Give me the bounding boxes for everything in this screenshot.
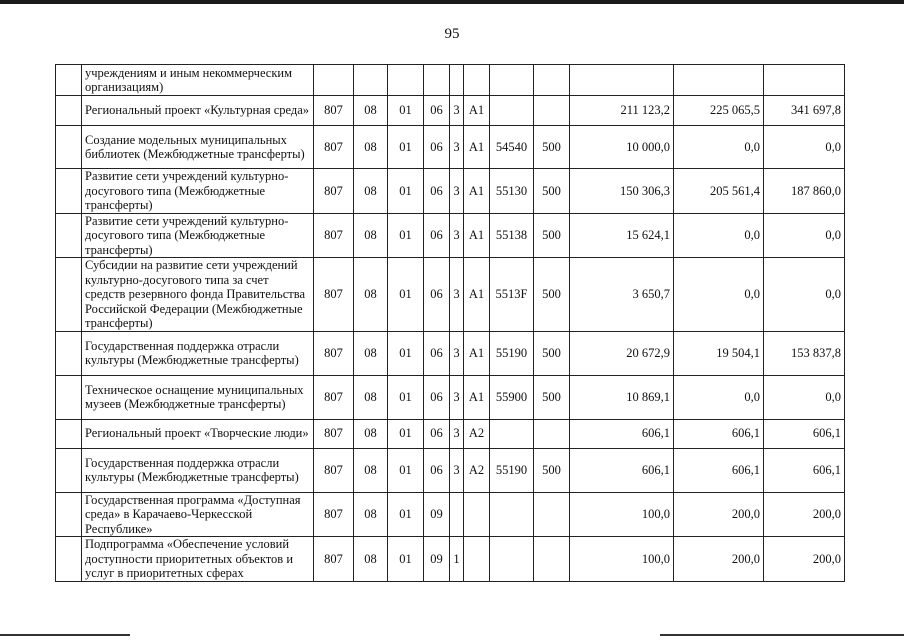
- table-row: [56, 96, 845, 126]
- amount-year3-cell: 187 860,0: [764, 169, 845, 214]
- code-direction-cell: 55190: [490, 448, 534, 492]
- row-index-cell: [56, 213, 82, 258]
- code-expense-type-cell: [534, 96, 570, 126]
- code-direction-cell: [490, 65, 534, 96]
- row-name-cell: Развитие сети учреждений культурно-досугового типа (Межбюджетные трансферты): [82, 169, 314, 214]
- code-ministry-cell: 807: [314, 96, 354, 126]
- code-subprogram-cell: 3: [450, 375, 464, 419]
- amount-year3-cell: 606,1: [764, 448, 845, 492]
- code-subsection-cell: 01: [388, 96, 424, 126]
- code-program-cell: 06: [424, 213, 450, 258]
- code-project-cell: A1: [464, 169, 490, 214]
- code-subprogram-cell: 3: [450, 169, 464, 214]
- code-project-cell: A2: [464, 448, 490, 492]
- code-ministry-cell: 807: [314, 448, 354, 492]
- code-project-cell: [464, 492, 490, 537]
- code-expense-type-cell: [534, 492, 570, 537]
- code-program-cell: [424, 65, 450, 96]
- code-subsection-cell: 01: [388, 448, 424, 492]
- code-expense-type-cell: 500: [534, 375, 570, 419]
- row-index-cell: [56, 258, 82, 332]
- code-section-cell: 08: [354, 331, 388, 375]
- row-name-cell: Государственная поддержка отрасли культуры (Межбюджетные трансферты): [82, 331, 314, 375]
- code-subprogram-cell: 3: [450, 126, 464, 169]
- code-subsection-cell: 01: [388, 126, 424, 169]
- code-section-cell: 08: [354, 375, 388, 419]
- code-section-cell: 08: [354, 492, 388, 537]
- row-name-cell: Субсидии на развитие сети учреждений культурно-досугового типа за счет средств резервного фонда Правительства Российской Федерации (Межбюджетные трансферты): [82, 258, 314, 332]
- row-index-cell: [56, 96, 82, 126]
- code-expense-type-cell: 500: [534, 169, 570, 214]
- code-expense-type-cell: 500: [534, 448, 570, 492]
- code-subprogram-cell: 3: [450, 419, 464, 448]
- row-name-cell: Региональный проект «Культурная среда»: [82, 96, 314, 126]
- amount-year3-cell: 606,1: [764, 419, 845, 448]
- row-index-cell: [56, 419, 82, 448]
- code-subprogram-cell: 3: [450, 331, 464, 375]
- code-program-cell: 06: [424, 126, 450, 169]
- table-row: [56, 258, 845, 332]
- amount-year1-cell: 10 000,0: [570, 126, 674, 169]
- row-index-cell: [56, 448, 82, 492]
- table-body: [56, 65, 845, 582]
- code-project-cell: [464, 537, 490, 582]
- amount-year3-cell: 200,0: [764, 492, 845, 537]
- code-ministry-cell: [314, 65, 354, 96]
- code-subprogram-cell: 1: [450, 537, 464, 582]
- top-rule: [0, 0, 904, 4]
- row-index-cell: [56, 537, 82, 582]
- code-section-cell: 08: [354, 169, 388, 214]
- bottom-rule-left: [0, 634, 130, 636]
- code-program-cell: 06: [424, 419, 450, 448]
- row-index-cell: [56, 65, 82, 96]
- code-project-cell: [464, 65, 490, 96]
- code-expense-type-cell: 500: [534, 258, 570, 332]
- page-number: 95: [444, 26, 460, 42]
- row-name-cell: Подпрограмма «Обеспечение условий доступности приоритетных объектов и услуг в приоритетных сферах: [82, 537, 314, 582]
- amount-year1-cell: 211 123,2: [570, 96, 674, 126]
- code-program-cell: 06: [424, 448, 450, 492]
- code-project-cell: A2: [464, 419, 490, 448]
- code-subprogram-cell: 3: [450, 448, 464, 492]
- code-project-cell: A1: [464, 213, 490, 258]
- code-expense-type-cell: 500: [534, 126, 570, 169]
- code-subsection-cell: 01: [388, 375, 424, 419]
- amount-year1-cell: 100,0: [570, 492, 674, 537]
- code-program-cell: 06: [424, 331, 450, 375]
- table-row: [56, 419, 845, 448]
- code-program-cell: 09: [424, 537, 450, 582]
- code-subprogram-cell: [450, 492, 464, 537]
- code-project-cell: A1: [464, 331, 490, 375]
- code-ministry-cell: 807: [314, 258, 354, 332]
- amount-year2-cell: 0,0: [674, 213, 764, 258]
- amount-year3-cell: 0,0: [764, 126, 845, 169]
- table-row: [56, 169, 845, 214]
- code-ministry-cell: 807: [314, 537, 354, 582]
- code-ministry-cell: 807: [314, 331, 354, 375]
- row-name-cell: Государственная программа «Доступная среда» в Карачаево-Черкесской Республике»: [82, 492, 314, 537]
- amount-year1-cell: 606,1: [570, 419, 674, 448]
- amount-year1-cell: 20 672,9: [570, 331, 674, 375]
- amount-year1-cell: 606,1: [570, 448, 674, 492]
- code-program-cell: 06: [424, 96, 450, 126]
- table-row: [56, 213, 845, 258]
- row-index-cell: [56, 126, 82, 169]
- amount-year1-cell: 15 624,1: [570, 213, 674, 258]
- code-direction-cell: 54540: [490, 126, 534, 169]
- amount-year3-cell: 0,0: [764, 375, 845, 419]
- code-subsection-cell: 01: [388, 213, 424, 258]
- code-direction-cell: 55190: [490, 331, 534, 375]
- code-subprogram-cell: 3: [450, 213, 464, 258]
- code-expense-type-cell: [534, 419, 570, 448]
- code-expense-type-cell: [534, 65, 570, 96]
- amount-year1-cell: 3 650,7: [570, 258, 674, 332]
- code-direction-cell: [490, 96, 534, 126]
- code-direction-cell: [490, 537, 534, 582]
- code-direction-cell: 55130: [490, 169, 534, 214]
- code-ministry-cell: 807: [314, 492, 354, 537]
- bottom-rule-right: [660, 634, 904, 636]
- code-subsection-cell: 01: [388, 331, 424, 375]
- code-direction-cell: [490, 419, 534, 448]
- code-ministry-cell: 807: [314, 169, 354, 214]
- table-row: [56, 375, 845, 419]
- code-expense-type-cell: 500: [534, 331, 570, 375]
- code-program-cell: 06: [424, 169, 450, 214]
- row-name-cell: Техническое оснащение муниципальных музеев (Межбюджетные трансферты): [82, 375, 314, 419]
- code-section-cell: 08: [354, 419, 388, 448]
- amount-year1-cell: 10 869,1: [570, 375, 674, 419]
- row-name-cell: Региональный проект «Творческие люди»: [82, 419, 314, 448]
- row-name-cell: Создание модельных муниципальных библиотек (Межбюджетные трансферты): [82, 126, 314, 169]
- code-direction-cell: 55900: [490, 375, 534, 419]
- code-section-cell: [354, 65, 388, 96]
- code-subsection-cell: 01: [388, 169, 424, 214]
- code-program-cell: 09: [424, 492, 450, 537]
- code-ministry-cell: 807: [314, 419, 354, 448]
- amount-year3-cell: 341 697,8: [764, 96, 845, 126]
- table-row: [56, 448, 845, 492]
- code-section-cell: 08: [354, 213, 388, 258]
- code-subsection-cell: [388, 65, 424, 96]
- table-row: [56, 492, 845, 537]
- code-expense-type-cell: [534, 537, 570, 582]
- code-ministry-cell: 807: [314, 126, 354, 169]
- code-subsection-cell: 01: [388, 258, 424, 332]
- code-direction-cell: [490, 492, 534, 537]
- row-index-cell: [56, 492, 82, 537]
- code-section-cell: 08: [354, 537, 388, 582]
- code-section-cell: 08: [354, 126, 388, 169]
- amount-year1-cell: 100,0: [570, 537, 674, 582]
- row-index-cell: [56, 331, 82, 375]
- code-ministry-cell: 807: [314, 213, 354, 258]
- code-subsection-cell: 01: [388, 419, 424, 448]
- amount-year2-cell: 19 504,1: [674, 331, 764, 375]
- code-project-cell: A1: [464, 375, 490, 419]
- amount-year3-cell: 0,0: [764, 213, 845, 258]
- amount-year3-cell: [764, 65, 845, 96]
- amount-year3-cell: 0,0: [764, 258, 845, 332]
- amount-year1-cell: [570, 65, 674, 96]
- code-expense-type-cell: 500: [534, 213, 570, 258]
- code-project-cell: A1: [464, 126, 490, 169]
- amount-year2-cell: 606,1: [674, 448, 764, 492]
- amount-year2-cell: [674, 65, 764, 96]
- code-project-cell: A1: [464, 258, 490, 332]
- code-project-cell: A1: [464, 96, 490, 126]
- code-program-cell: 06: [424, 258, 450, 332]
- code-direction-cell: 55138: [490, 213, 534, 258]
- code-direction-cell: 5513F: [490, 258, 534, 332]
- code-section-cell: 08: [354, 258, 388, 332]
- row-name-cell: Государственная поддержка отрасли культуры (Межбюджетные трансферты): [82, 448, 314, 492]
- amount-year2-cell: 0,0: [674, 126, 764, 169]
- code-section-cell: 08: [354, 96, 388, 126]
- table-row: [56, 65, 845, 96]
- code-section-cell: 08: [354, 448, 388, 492]
- table-row: [56, 331, 845, 375]
- amount-year3-cell: 200,0: [764, 537, 845, 582]
- amount-year2-cell: 225 065,5: [674, 96, 764, 126]
- code-subprogram-cell: 3: [450, 96, 464, 126]
- amount-year2-cell: 606,1: [674, 419, 764, 448]
- code-subsection-cell: 01: [388, 537, 424, 582]
- budget-table: [55, 64, 845, 582]
- row-name-cell: учреждениям и иным некоммерческим организациям): [82, 65, 314, 96]
- code-program-cell: 06: [424, 375, 450, 419]
- code-ministry-cell: 807: [314, 375, 354, 419]
- row-index-cell: [56, 375, 82, 419]
- table-row: [56, 537, 845, 582]
- code-subprogram-cell: [450, 65, 464, 96]
- amount-year2-cell: 0,0: [674, 375, 764, 419]
- amount-year2-cell: 200,0: [674, 492, 764, 537]
- amount-year2-cell: 0,0: [674, 258, 764, 332]
- row-name-cell: Развитие сети учреждений культурно-досугового типа (Межбюджетные трансферты): [82, 213, 314, 258]
- code-subprogram-cell: 3: [450, 258, 464, 332]
- table-row: [56, 126, 845, 169]
- amount-year2-cell: 205 561,4: [674, 169, 764, 214]
- amount-year3-cell: 153 837,8: [764, 331, 845, 375]
- row-index-cell: [56, 169, 82, 214]
- code-subsection-cell: 01: [388, 492, 424, 537]
- amount-year2-cell: 200,0: [674, 537, 764, 582]
- amount-year1-cell: 150 306,3: [570, 169, 674, 214]
